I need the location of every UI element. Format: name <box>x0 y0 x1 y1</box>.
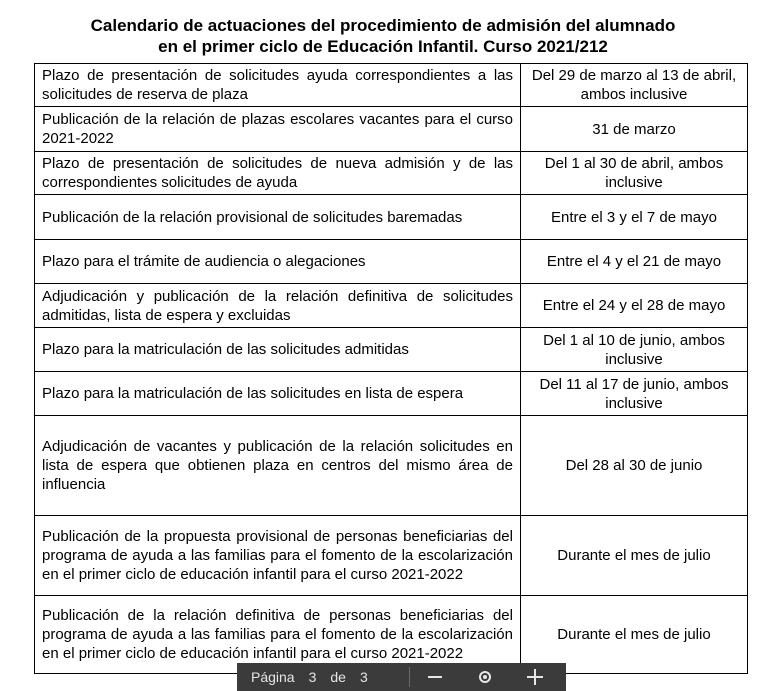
table-row <box>35 416 748 516</box>
row-date: Del 29 de marzo al 13 de abril, ambos inclusive <box>521 64 748 107</box>
row-description: Adjudicación de vacantes y publicación de la relación solicitudes en lista de espera que obtienen plaza en centros del mismo área de influencia <box>35 416 521 516</box>
page-indicator <box>237 669 409 685</box>
row-description: Plazo para el trámite de audiencia o alegaciones <box>35 240 521 284</box>
row-description: Plazo de presentación de solicitudes ayuda correspondientes a las solicitudes de reserva de plaza <box>35 64 521 107</box>
row-date: Entre el 24 y el 28 de mayo <box>521 284 748 328</box>
table-row <box>35 152 748 195</box>
row-description: Publicación de la relación definitiva de personas beneficiarias del programa de ayuda a las familias para el fomento de la escolarización en el primer ciclo de educación infantil para el curso 2021-2022 <box>35 596 521 674</box>
row-description: Plazo de presentación de solicitudes de nueva admisión y de las correspondientes solicitudes de ayuda <box>35 152 521 195</box>
document-title <box>0 15 766 57</box>
calendar-table <box>34 63 748 674</box>
row-date: Entre el 3 y el 7 de mayo <box>521 195 748 240</box>
table-row <box>35 240 748 284</box>
table-row <box>35 107 748 152</box>
row-date: Entre el 4 y el 21 de mayo <box>521 240 748 284</box>
row-date: Durante el mes de julio <box>521 596 748 674</box>
row-description: Plazo para la matriculación de las solicitudes admitidas <box>35 328 521 372</box>
table-row <box>35 516 748 596</box>
row-date: Del 1 al 30 de abril, ambos inclusive <box>521 152 748 195</box>
row-date: Del 28 al 30 de junio <box>521 416 748 516</box>
row-description: Publicación de la propuesta provisional de personas beneficiarias del programa de ayuda a las familias para el fomento de la escolarización en el primer ciclo de educación infantil para el curso 2021-2022 <box>35 516 521 596</box>
row-description: Adjudicación y publicación de la relación definitiva de solicitudes admitidas, lista de espera y excluidas <box>35 284 521 328</box>
total-pages: 3 <box>359 669 368 685</box>
page-label: Página <box>251 669 295 685</box>
minus-icon <box>428 676 442 678</box>
row-date: 31 de marzo <box>521 107 748 152</box>
of-label: de <box>330 669 346 685</box>
table-row <box>35 372 748 416</box>
title-line-2: en el primer ciclo de Educación Infantil. Curso 2021/212 <box>158 37 608 56</box>
table-row <box>35 284 748 328</box>
zoom-reset-icon <box>479 671 491 683</box>
title-line-1: Calendario de actuaciones del procedimiento de admisión del alumnado <box>90 16 676 35</box>
row-date: Durante el mes de julio <box>521 516 748 596</box>
zoom-reset-button[interactable] <box>460 663 510 691</box>
row-description: Plazo para la matriculación de las solicitudes en lista de espera <box>35 372 521 416</box>
table-row <box>35 64 748 107</box>
zoom-out-button[interactable] <box>410 663 460 691</box>
row-date: Del 1 al 10 de junio, ambos inclusive <box>521 328 748 372</box>
row-description: Publicación de la relación de plazas escolares vacantes para el curso 2021-2022 <box>35 107 521 152</box>
page-toolbar <box>237 663 566 691</box>
table-row <box>35 195 748 240</box>
plus-icon <box>527 669 543 685</box>
table-row <box>35 596 748 674</box>
zoom-in-button[interactable] <box>510 663 560 691</box>
current-page: 3 <box>308 669 317 685</box>
row-date: Del 11 al 17 de junio, ambos inclusive <box>521 372 748 416</box>
row-description: Publicación de la relación provisional de solicitudes baremadas <box>35 195 521 240</box>
table-row <box>35 328 748 372</box>
